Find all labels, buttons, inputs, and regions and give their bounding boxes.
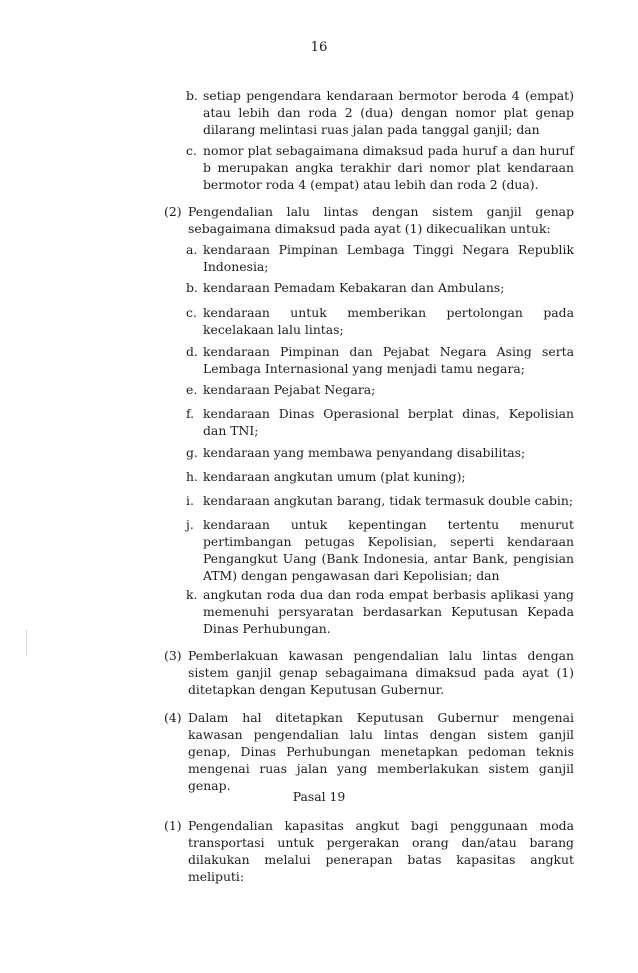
list-item-letter: e. xyxy=(186,382,198,397)
list-item-b xyxy=(186,87,574,138)
exception-item-i xyxy=(186,492,574,509)
exception-item-h xyxy=(186,468,574,485)
list-item-letter: b. xyxy=(186,280,198,295)
list-item-text: kendaraan untuk kepentingan tertentu menurut pertimbangan petugas Kepolisian, seperti kendaraan Pengangkut Uang (Bank Indonesia, antar Bank, pengisian ATM) dengan pengawasan dari Kepolisian; dan xyxy=(203,517,574,583)
exception-item-g xyxy=(186,444,574,461)
list-item-letter: k. xyxy=(186,587,198,602)
list-item-c xyxy=(186,142,574,193)
exception-item-f xyxy=(186,405,574,439)
list-item-text: kendaraan angkutan barang, tidak termasuk double cabin; xyxy=(203,493,574,508)
list-item-text: kendaraan Pimpinan dan Pejabat Negara Asing serta Lembaga Internasional yang menjadi tamu negara; xyxy=(203,344,574,376)
list-item-letter: i. xyxy=(186,493,194,508)
list-item-text: kendaraan Pejabat Negara; xyxy=(203,382,376,397)
list-item-text: kendaraan untuk memberikan pertolongan pada kecelakaan lalu lintas; xyxy=(203,305,574,337)
list-item-letter: f. xyxy=(186,406,195,421)
list-item-text: kendaraan angkutan umum (plat kuning); xyxy=(203,469,466,484)
exception-item-j xyxy=(186,516,574,584)
exception-item-a xyxy=(186,241,574,275)
list-item-text: kendaraan Dinas Operasional berplat dinas, Kepolisian dan TNI; xyxy=(203,406,574,438)
paragraph-2 xyxy=(164,203,574,237)
paragraph-3 xyxy=(164,647,574,698)
exception-item-d xyxy=(186,343,574,377)
list-item-letter: b. xyxy=(186,88,198,103)
list-item-letter: j. xyxy=(186,517,194,532)
list-item-letter: a. xyxy=(186,242,198,257)
section-heading: Pasal 19 xyxy=(292,789,346,804)
scan-artifact xyxy=(26,630,27,656)
exception-item-k xyxy=(186,586,574,637)
list-item-letter: c. xyxy=(186,305,197,320)
exception-item-c xyxy=(186,304,574,338)
list-item-text: setiap pengendara kendaraan bermotor beroda 4 (empat) atau lebih dan roda 2 (dua) dengan nomor plat genap dilarang melintasi ruas jalan pada tanggal ganjil; dan xyxy=(203,88,574,137)
list-item-letter: g. xyxy=(186,445,198,460)
paragraph-text: Pemberlakuan kawasan pengendalian lalu lintas dengan sistem ganjil genap sebagaimana dimaksud pada ayat (1) ditetapkan dengan Keputusan Gubernur. xyxy=(188,648,574,697)
paragraph-number: (1) xyxy=(164,818,182,833)
page-number: 16 xyxy=(310,40,328,55)
list-item-text: kendaraan Pimpinan Lembaga Tinggi Negara Republik Indonesia; xyxy=(203,242,574,274)
exception-item-b xyxy=(186,279,574,296)
list-item-text: kendaraan yang membawa penyandang disabilitas; xyxy=(203,445,526,460)
paragraph-text: Pengendalian lalu lintas dengan sistem ganjil genap sebagaimana dimaksud pada ayat (1) dikecualikan untuk: xyxy=(188,204,574,236)
pasal-19-paragraph-1 xyxy=(164,817,574,885)
paragraph-number: (3) xyxy=(164,648,182,663)
paragraph-text: Pengendalian kapasitas angkut bagi penggunaan moda transportasi untuk pergerakan orang dan/atau barang dilakukan melalui penerapan batas kapasitas angkut meliputi: xyxy=(188,818,574,884)
paragraph-number: (2) xyxy=(164,204,182,219)
list-item-text: angkutan roda dua dan roda empat berbasis aplikasi yang memenuhi persyaratan berdasarkan Keputusan Kepada Dinas Perhubungan. xyxy=(203,587,574,636)
paragraph-4 xyxy=(164,709,574,794)
list-item-letter: d. xyxy=(186,344,198,359)
paragraph-number: (4) xyxy=(164,710,182,725)
list-item-text: nomor plat sebagaimana dimaksud pada huruf a dan huruf b merupakan angka terakhir dari nomor plat kendaraan bermotor roda 4 (empat) atau lebih dan roda 2 (dua). xyxy=(203,143,574,192)
paragraph-text: Dalam hal ditetapkan Keputusan Gubernur mengenai kawasan pengendalian lalu lintas dengan sistem ganjil genap, Dinas Perhubungan menetapkan pedoman teknis mengenai ruas jalan yang memberlakukan sistem ganjil genap. xyxy=(188,710,574,793)
list-item-text: kendaraan Pemadam Kebakaran dan Ambulans; xyxy=(203,280,505,295)
exception-item-e xyxy=(186,381,574,398)
list-item-letter: h. xyxy=(186,469,198,484)
list-item-letter: c. xyxy=(186,143,197,158)
